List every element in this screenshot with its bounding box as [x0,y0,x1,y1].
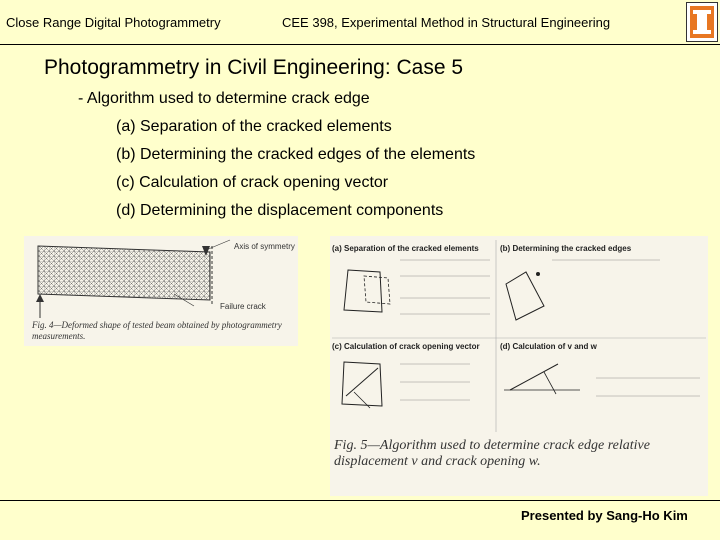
header-divider [0,44,720,45]
slide-header [0,0,720,44]
slide-title: Photogrammetry in Civil Engineering: Case 5 [44,56,464,79]
presenter-credit: Presented by Sang-Ho Kim [521,508,688,523]
footer-divider [0,500,720,501]
algorithm-diagram [330,236,708,436]
subitem-d: (d) Determining the displacement components [116,202,444,219]
fig4-caption: Fig. 4—Deformed shape of tested beam obtained by photogrammetry measurements. [32,320,282,341]
panel-d-label: (d) Calculation of v and w [500,342,597,351]
subitem-b: (b) Determining the cracked edges of the elements [116,146,476,163]
subitem-a: (a) Separation of the cracked elements [116,118,392,135]
subitem-c: (c) Calculation of crack opening vector [116,174,389,191]
main-bullet: - Algorithm used to determine crack edge [78,90,370,107]
panel-c-label: (c) Calculation of crack opening vector [332,342,480,351]
illinois-logo-icon [686,2,718,42]
failure-crack-label: Failure crack [220,302,266,311]
course-title: Close Range Digital Photogrammetry [6,15,221,30]
panel-b-label: (b) Determining the cracked edges [500,244,632,253]
crack-algorithm-figure [330,236,708,496]
axis-of-symmetry-label: Axis of symmetry [234,242,295,251]
course-subtitle: CEE 398, Experimental Method in Structural Engineering [282,15,611,30]
panel-a-label: (a) Separation of the cracked elements [332,244,479,253]
beam-deformation-figure [24,236,298,346]
fig5-caption: Fig. 5—Algorithm used to determine crack edge relative displacement v and crack opening w. [334,438,650,469]
